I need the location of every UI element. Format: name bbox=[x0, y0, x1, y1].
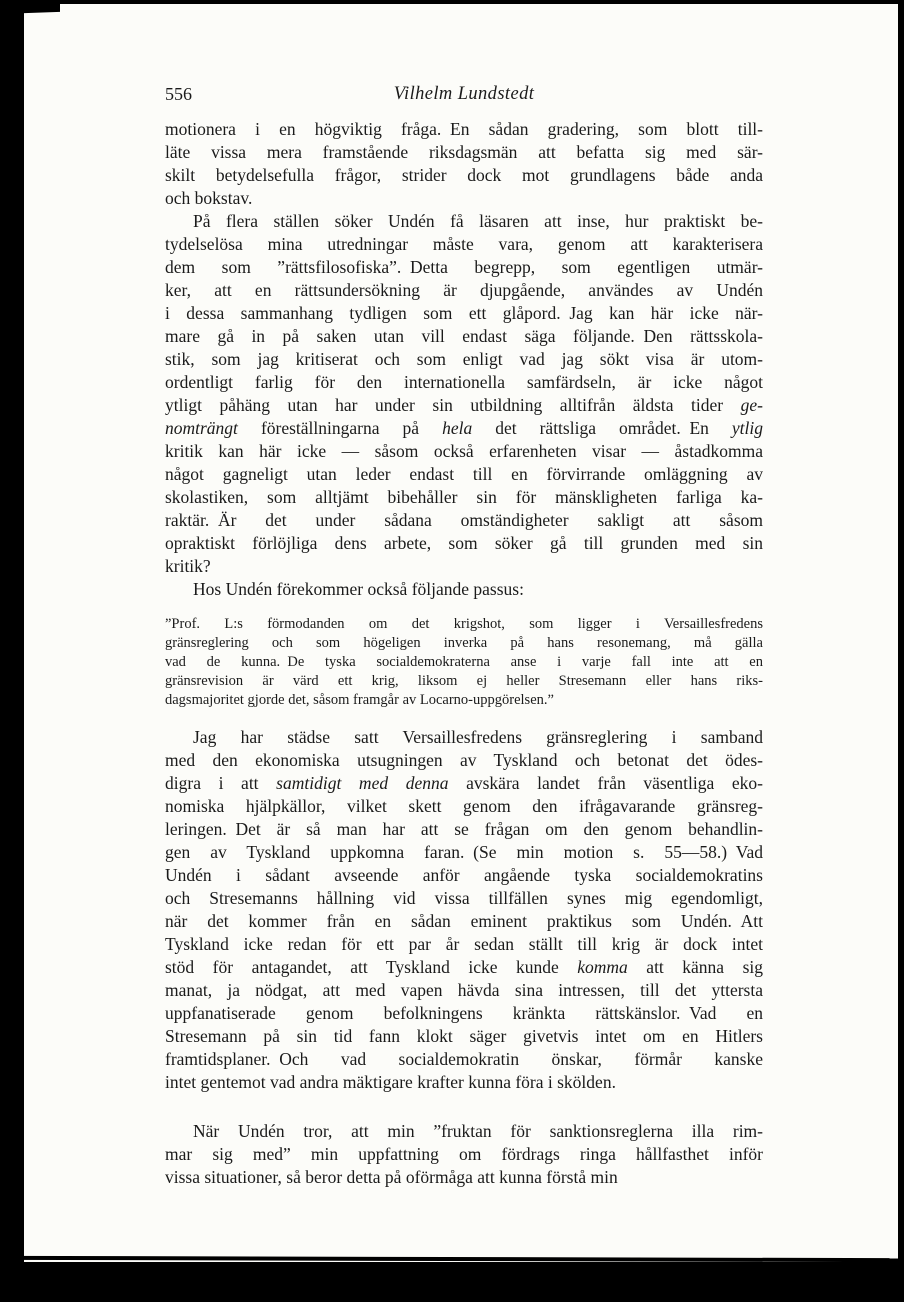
text-line: uppfanatiserade genom befolkningens kränkta rättskänslor. Vad en bbox=[165, 1003, 763, 1023]
block-quote bbox=[165, 615, 763, 710]
text-line: nomiska hjälpkällor, vilket skett genom den ifrågavarande gränsreg- bbox=[165, 796, 763, 816]
text-line: i dessa sammanhang tydligen som ett glåpord. Jag kan här icke när- bbox=[165, 303, 763, 323]
text-line: leringen. Det är så man har att se frågan om den genom behandlin- bbox=[165, 819, 763, 839]
scan-edge-left bbox=[0, 0, 24, 1302]
page-number: 556 bbox=[165, 84, 192, 104]
text-line: dagsmajoritet gjorde det, såsom framgår av Locarno-uppgörelsen.” bbox=[165, 692, 554, 708]
page-header bbox=[165, 84, 763, 108]
text-line: gränsrevision är värd ett krig, liksom ej heller Stresemann eller hans riks- bbox=[165, 673, 763, 689]
text-line: stik, som jag kritiserat och som enligt vad jag sökt visa är utom- bbox=[165, 349, 763, 369]
text-line: mare gå in på saken utan vill endast säga följande. Den rättsskola- bbox=[165, 326, 763, 346]
paragraph bbox=[165, 726, 763, 1094]
emphasized-text: komma bbox=[577, 957, 628, 977]
text-line: digra i att samtidigt med denna avskära landet från väsentliga eko- bbox=[165, 773, 763, 793]
text-line: opraktiskt förlöjliga dens arbete, som söker gå till grunden med sin bbox=[165, 533, 763, 553]
paragraph bbox=[165, 578, 763, 601]
text-line: På flera ställen söker Undén få läsaren att inse, hur praktiskt be- bbox=[193, 211, 763, 231]
text-line: vissa situationer, så beror detta på oförmåga att kunna förstå min bbox=[165, 1167, 618, 1187]
paragraph bbox=[165, 210, 763, 578]
text-line: gränsreglering och som högeligen inverka på hans resonemang, må gälla bbox=[165, 635, 763, 651]
text-line: ordentligt farlig för den internationella samfärdseln, är icke något bbox=[165, 372, 763, 392]
emphasized-text: ytlig bbox=[731, 418, 764, 438]
text-line: Undén i sådant avseende anför angående tyska socialdemokratins bbox=[165, 865, 763, 885]
text-line: tydelselösa mina utredningar måste vara, genom att karakterisera bbox=[165, 234, 763, 254]
text-line: vad de kunna. De tyska socialdemokraterna anse i varje fall inte att en bbox=[165, 654, 763, 670]
text-line: kritik kan här icke — såsom också erfarenheten visar — åstadkomma bbox=[165, 441, 763, 461]
scan-edge-top bbox=[0, 0, 904, 4]
emphasized-text: ge- bbox=[740, 395, 763, 415]
text-line: mar sig med” min uppfattning om fördrags ringa hållfasthet inför bbox=[165, 1144, 763, 1164]
text-line: raktär. Är det under sådana omständigheter sakligt att såsom bbox=[165, 510, 763, 530]
paragraph bbox=[165, 1120, 763, 1189]
text-line: dem som ”rättsfilosofiska”. Detta begrepp, som egentligen utmär- bbox=[165, 257, 763, 277]
text-line: och Stresemanns hållning vid vissa tillfällen synes mig egendomligt, bbox=[165, 888, 763, 908]
text-line: ytligt påhäng utan har under sin utbildning alltifrån äldsta tider ge- bbox=[165, 395, 763, 415]
emphasized-text: hela bbox=[442, 418, 473, 438]
text-line: och bokstav. bbox=[165, 188, 253, 208]
text-line: När Undén tror, att min ”fruktan för sanktionsreglerna illa rim- bbox=[193, 1121, 763, 1141]
text-content bbox=[165, 118, 763, 1189]
text-line: Jag har städse satt Versaillesfredens gränsreglering i samband bbox=[193, 727, 763, 747]
scan-edge-right bbox=[898, 0, 904, 1302]
emphasized-text: nomträngt bbox=[165, 418, 238, 438]
text-line: ker, att en rättsundersökning är djupgående, användes av Undén bbox=[165, 280, 763, 300]
emphasized-text: samtidigt med denna bbox=[276, 773, 449, 793]
text-line: något gagneligt utan leder endast till en förvirrande omläggning av bbox=[165, 464, 763, 484]
text-line: skilt betydelsefulla frågor, strider dock mot grundlagens både anda bbox=[165, 165, 763, 185]
text-line: nomträngt föreställningarna på hela det rättsliga området. En ytlig bbox=[165, 418, 764, 438]
text-line: stöd för antagandet, att Tyskland icke kunde komma att känna sig bbox=[165, 957, 763, 977]
text-line: gen av Tyskland uppkomna faran. (Se min motion s. 55—58.) Vad bbox=[165, 842, 763, 862]
text-line: med den ekonomiska utsugningen av Tyskland och betonat det ödes- bbox=[165, 750, 763, 770]
text-line: intet gentemot vad andra mäktigare krafter kunna föra i skölden. bbox=[165, 1072, 616, 1092]
text-line: kritik? bbox=[165, 556, 211, 576]
text-line: när det kommer från en sådan eminent praktikus som Undén. Att bbox=[165, 911, 763, 931]
text-line: motionera i en högviktig fråga. En sådan gradering, som blott till- bbox=[165, 119, 763, 139]
text-line: Stresemann på sin tid fann klokt säger givetvis intet om en Hitlers bbox=[165, 1026, 763, 1046]
text-line: läte vissa mera framstående riksdagsmän att befatta sig med sär- bbox=[165, 142, 763, 162]
paragraph bbox=[165, 118, 763, 210]
text-line: framtidsplaner. Och vad socialdemokratin önskar, förmår kanske bbox=[165, 1049, 763, 1069]
text-line: Hos Undén förekommer också följande passus: bbox=[193, 579, 524, 599]
text-line: manat, ja nödgat, att med vapen hävda sina intressen, till det yttersta bbox=[165, 980, 763, 1000]
scan-edge-bottom bbox=[0, 1262, 904, 1302]
text-line: Tyskland icke redan för ett par år sedan ställt till krig är dock intet bbox=[165, 934, 763, 954]
text-line: ”Prof. L:s förmodanden om det krigshot, som ligger i Versaillesfredens bbox=[165, 616, 763, 632]
text-line: skolastiken, som alltjämt bibehåller sin för mänskligheten farliga ka- bbox=[165, 487, 763, 507]
running-title: Vilhelm Lundstedt bbox=[393, 84, 535, 104]
